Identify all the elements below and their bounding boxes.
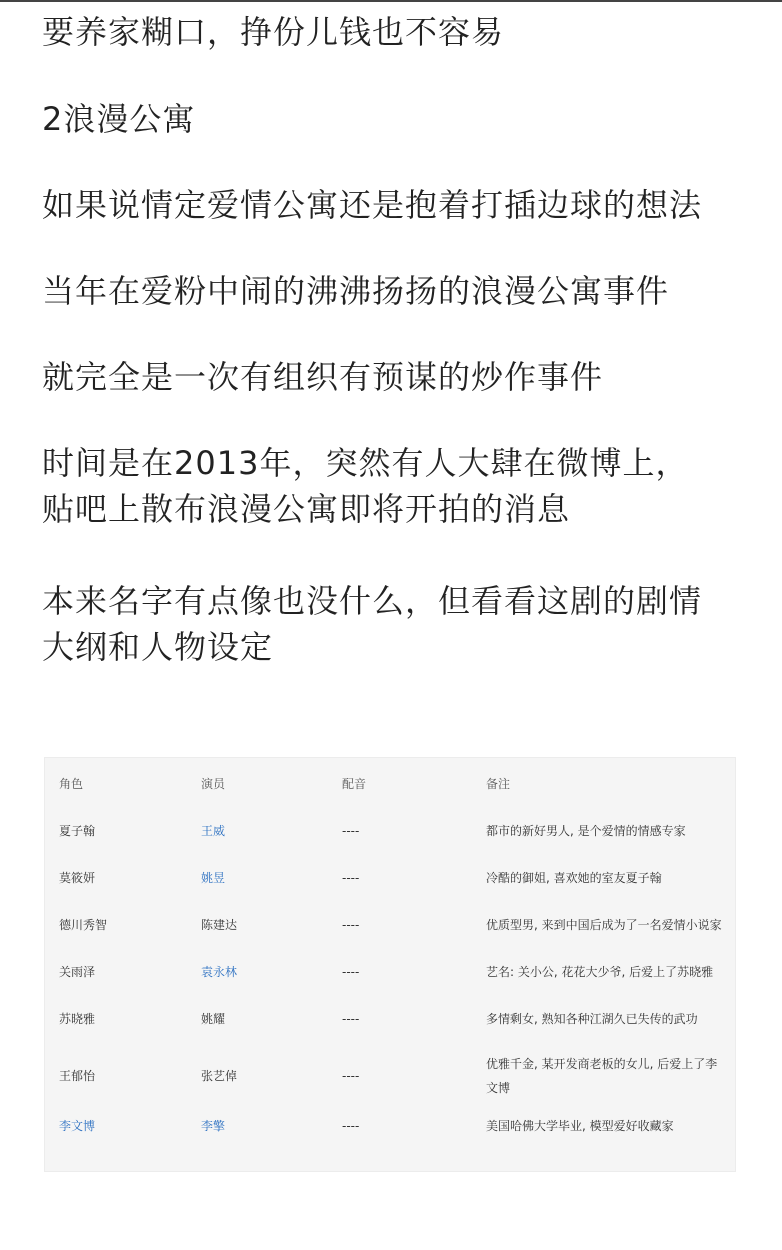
paragraph-line: 时间是在2013年，突然有人大肆在微博上， xyxy=(42,444,689,482)
note-cell: 艺名: 关小公, 花花大少爷, 后爱上了苏晓雅 xyxy=(486,965,714,979)
role-cell: 王郁怡 xyxy=(59,1069,96,1083)
paragraph xyxy=(42,96,195,142)
paragraph-line: 2浪漫公寓 xyxy=(42,100,196,138)
note-cell: 优质型男, 来到中国后成为了一名爱情小说家 xyxy=(486,918,722,932)
voice-cell: ---- xyxy=(342,965,360,979)
header-note: 备注 xyxy=(486,777,511,791)
voice-cell: ---- xyxy=(342,824,360,838)
role-cell: 德川秀智 xyxy=(59,918,108,932)
actor-cell[interactable]: 王威 xyxy=(201,824,226,838)
character-table xyxy=(44,757,736,1172)
actor-cell: 姚耀 xyxy=(201,1012,226,1026)
paragraph-line: 贴吧上散布浪漫公寓即将开拍的消息 xyxy=(42,490,571,528)
voice-cell: ---- xyxy=(342,1012,360,1026)
paragraph xyxy=(42,182,702,228)
actor-cell[interactable]: 李擎 xyxy=(201,1119,226,1133)
role-cell: 莫筱妍 xyxy=(59,871,96,885)
role-cell: 关雨泽 xyxy=(59,965,96,979)
paragraph-line: 本来名字有点像也没什么，但看看这剧的剧情 xyxy=(42,582,703,620)
paragraph xyxy=(42,354,603,400)
actor-cell[interactable]: 袁永林 xyxy=(201,965,238,979)
paragraph xyxy=(42,578,702,670)
voice-cell: ---- xyxy=(342,1069,360,1083)
paragraph xyxy=(42,268,669,314)
note-cell: 多情剩女, 熟知各种江湖久已失传的武功 xyxy=(486,1012,698,1026)
voice-cell: ---- xyxy=(342,871,360,885)
paragraph xyxy=(42,9,504,55)
paragraph-line: 如果说情定爱情公寓还是抱着打插边球的想法 xyxy=(42,186,703,224)
actor-cell[interactable]: 姚昱 xyxy=(201,871,226,885)
paragraph xyxy=(42,440,688,532)
role-cell: 苏晓雅 xyxy=(59,1012,96,1026)
role-cell: 夏子翰 xyxy=(59,824,96,838)
header-role: 角色 xyxy=(59,777,84,791)
top-border xyxy=(0,0,782,2)
note-cell: 美国哈佛大学毕业, 模型爱好收藏家 xyxy=(486,1119,674,1133)
paragraph-line: 就完全是一次有组织有预谋的炒作事件 xyxy=(42,358,604,396)
role-cell[interactable]: 李文博 xyxy=(59,1119,96,1133)
header-voice: 配音 xyxy=(342,777,367,791)
paragraph-line: 大纲和人物设定 xyxy=(42,628,274,666)
actor-cell: 张艺倬 xyxy=(201,1069,238,1083)
paragraph-line: 当年在爱粉中闹的沸沸扬扬的浪漫公寓事件 xyxy=(42,272,670,310)
header-actor: 演员 xyxy=(201,777,226,791)
voice-cell: ---- xyxy=(342,918,360,932)
voice-cell: ---- xyxy=(342,1119,360,1133)
note-cell: 都市的新好男人, 是个爱情的情感专家 xyxy=(486,824,686,838)
note-cell: 冷酷的御姐, 喜欢她的室友夏子翰 xyxy=(486,871,662,885)
paragraph-line: 要养家糊口，挣份儿钱也不容易 xyxy=(42,13,505,51)
note-cell: 优雅千金, 某开发商老板的女儿, 后爱上了李文博 xyxy=(486,1057,718,1095)
actor-cell: 陈建达 xyxy=(201,918,238,932)
